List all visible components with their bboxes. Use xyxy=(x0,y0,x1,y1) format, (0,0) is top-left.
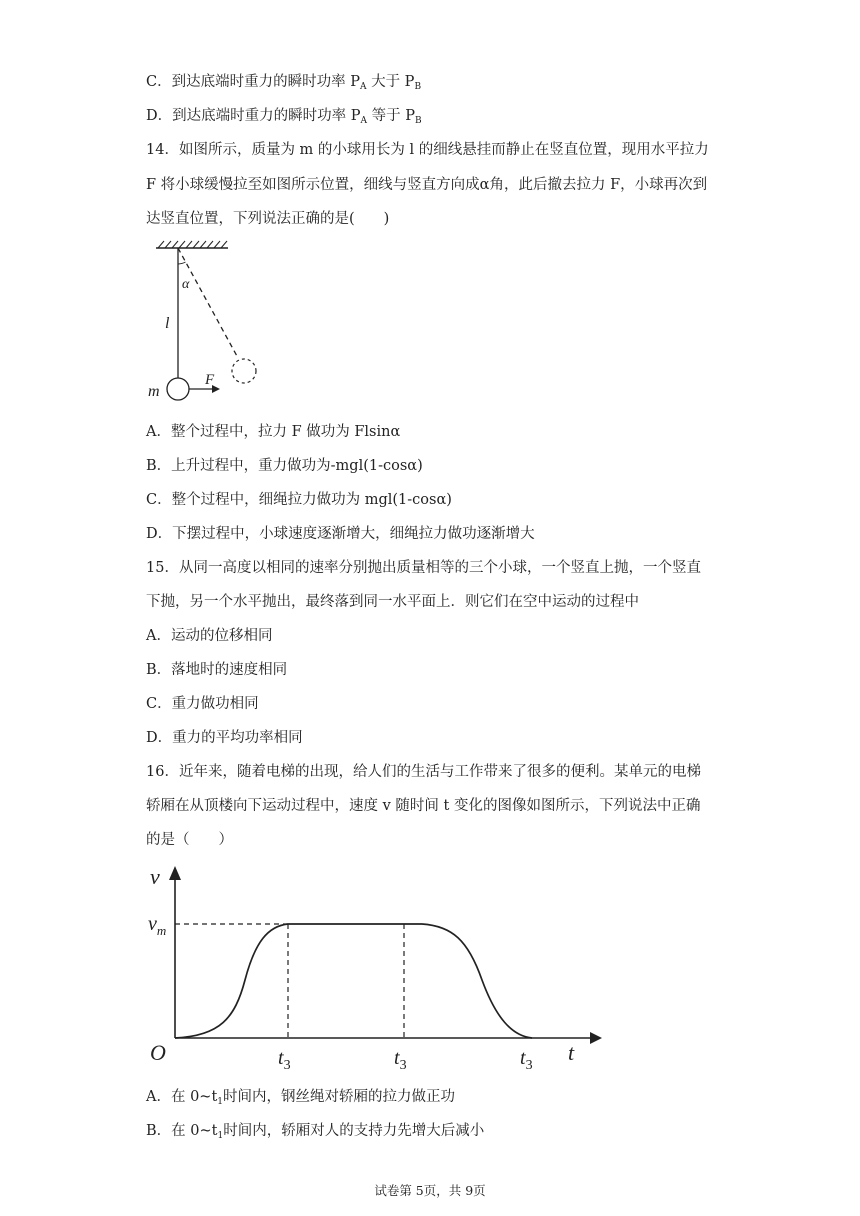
velocity-curve xyxy=(175,924,532,1038)
q15-option-a: A．运动的位移相同 xyxy=(146,628,273,644)
q14-option-b: B．上升过程中，重力做功为-mgl(1-cosα) xyxy=(146,458,423,474)
q15-option-d: D．重力的平均功率相同 xyxy=(146,730,303,746)
t-axis-label: t xyxy=(568,1040,575,1065)
t1-tick-label: $t_3$ xyxy=(278,1047,291,1073)
ball-displaced xyxy=(232,359,256,383)
dashed-string xyxy=(178,248,238,358)
q14-stem-line-3: 达竖直位置，下列说法正确的是( ) xyxy=(146,211,390,227)
option-d-prev: D．到达底端时重力的瞬时功率 $P_A$ 等于 $P_B$ xyxy=(146,108,422,126)
angle-arc xyxy=(178,262,186,264)
page-footer: 试卷第 5页，共 9页 xyxy=(374,1183,486,1198)
vm-label: $v_m$ xyxy=(148,913,167,938)
q14-option-c: C．整个过程中，细绳拉力做功为 mgl(1-cosα) xyxy=(146,492,452,508)
q15-stem-line-1: 15．从同一高度以相同的速率分别抛出质量相等的三个小球，一个竖直上抛，一个竖直 xyxy=(146,560,701,576)
q14-option-d: D．下摆过程中，小球速度逐渐增大，细绳拉力做功逐渐增大 xyxy=(146,526,535,542)
t2-tick-label: $t_3$ xyxy=(394,1047,407,1073)
option-c-prev: C．到达底端时重力的瞬时功率 $P_A$ 大于 $P_B$ xyxy=(146,74,422,92)
ceiling-hatch xyxy=(158,241,227,248)
origin-label: O xyxy=(150,1040,166,1065)
mass-label: m xyxy=(148,383,160,400)
v-axis-label: v xyxy=(150,864,160,889)
length-label: l xyxy=(165,315,170,332)
q16-stem-line-1: 16．近年来，随着电梯的出现，给人们的生活与工作带来了很多的便利。某单元的电梯 xyxy=(146,764,701,780)
t3-tick-label: $t_3$ xyxy=(520,1047,533,1073)
q16-stem-line-3: 的是（ ） xyxy=(146,832,233,848)
q15-option-b: B．落地时的速度相同 xyxy=(146,662,288,678)
q14-stem-line-1: 14．如图所示，质量为 m 的小球用长为 l 的细线悬挂而静止在竖直位置，现用水平拉力 xyxy=(146,142,709,158)
q15-stem-line-2: 下抛，另一个水平抛出，最终落到同一水平面上．则它们在空中运动的过程中 xyxy=(146,594,639,610)
q16-stem-line-2: 轿厢在从顶楼向下运动过程中，速度 v 随时间 t 变化的图像如图所示，下列说法中正确 xyxy=(146,798,701,814)
q14-stem-line-2: F 将小球缓慢拉至如图所示位置，细线与竖直方向成α角，此后撤去拉力 F，小球再次到 xyxy=(146,177,708,193)
alpha-label: α xyxy=(182,277,190,292)
velocity-time-graph xyxy=(140,860,610,1080)
t-axis-arrow xyxy=(590,1032,602,1044)
q16-option-b: B．在 $0\sim t_1$时间内，轿厢对人的支持力先增大后减小 xyxy=(146,1123,485,1141)
q15-option-c: C．重力做功相同 xyxy=(146,696,259,712)
ball-vertical xyxy=(167,378,189,400)
force-label: F xyxy=(205,372,215,388)
q16-option-a: A．在 $0\sim t_1$时间内，钢丝绳对轿厢的拉力做正功 xyxy=(146,1089,456,1107)
v-axis-arrow xyxy=(169,866,181,880)
pendulum-figure xyxy=(140,236,280,406)
q14-option-a: A．整个过程中，拉力 F 做功为 Flsinα xyxy=(146,424,401,440)
